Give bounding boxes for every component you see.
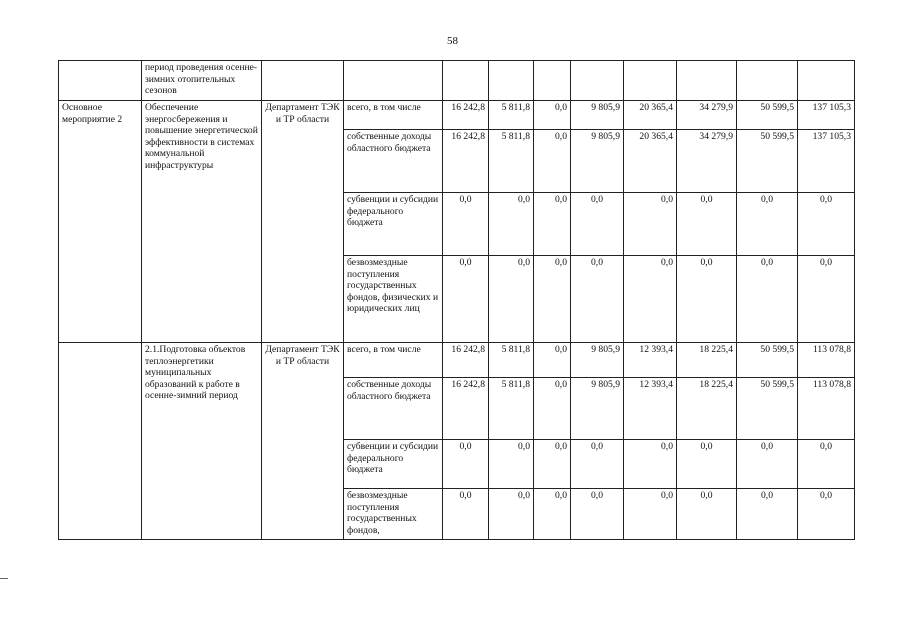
value-cell: 16 242,8 — [443, 378, 489, 440]
value-cell: 0,0 — [737, 256, 798, 343]
event-label — [59, 343, 142, 540]
value-cell: 5 811,8 — [489, 343, 534, 378]
funding-source: безвозмездные поступления государственных фондов, — [344, 489, 443, 540]
value-cell — [489, 61, 534, 101]
value-cell: 0,0 — [534, 489, 571, 540]
funding-source: безвозмездные поступления государственных фондов, физических и юридических лиц — [344, 256, 443, 343]
funding-source: всего, в том числе — [344, 343, 443, 378]
value-cell: 0,0 — [443, 440, 489, 489]
value-cell: 0,0 — [489, 193, 534, 256]
value-cell: 0,0 — [489, 489, 534, 540]
value-cell: 0,0 — [798, 193, 855, 256]
value-cell: 0,0 — [534, 343, 571, 378]
value-cell: 0,0 — [624, 193, 677, 256]
event-name: Обеспечение энергосбережения и повышение энергетической эффективности в системах коммунальной инфраструктуры — [142, 101, 262, 343]
value-cell: 0,0 — [571, 440, 624, 489]
value-cell: 0,0 — [534, 440, 571, 489]
value-cell: 0,0 — [737, 193, 798, 256]
value-cell: 0,0 — [534, 130, 571, 193]
value-cell: 18 225,4 — [677, 343, 737, 378]
value-cell — [571, 61, 624, 101]
value-cell: 0,0 — [489, 256, 534, 343]
value-cell: 0,0 — [798, 256, 855, 343]
budget-table — [58, 60, 855, 540]
value-cell — [443, 61, 489, 101]
value-cell: 0,0 — [534, 193, 571, 256]
col-event-cell — [59, 61, 142, 101]
value-cell: 12 393,4 — [624, 378, 677, 440]
executor: Департамент ТЭК и ТР области — [262, 101, 344, 343]
value-cell: 0,0 — [571, 193, 624, 256]
value-cell: 0,0 — [534, 256, 571, 343]
value-cell: 0,0 — [677, 256, 737, 343]
value-cell: 0,0 — [798, 440, 855, 489]
value-cell: 113 078,8 — [798, 378, 855, 440]
value-cell: 0,0 — [624, 489, 677, 540]
value-cell — [677, 61, 737, 101]
value-cell: 0,0 — [677, 489, 737, 540]
value-cell: 9 805,9 — [571, 130, 624, 193]
value-cell: 50 599,5 — [737, 378, 798, 440]
value-cell: 50 599,5 — [737, 130, 798, 193]
funding-source: субвенции и субсидии федерального бюджета — [344, 440, 443, 489]
value-cell: 0,0 — [534, 378, 571, 440]
value-cell: 0,0 — [443, 256, 489, 343]
value-cell: 0,0 — [624, 256, 677, 343]
value-cell: 137 105,3 — [798, 130, 855, 193]
funding-source: субвенции и субсидии федерального бюджета — [344, 193, 443, 256]
value-cell: 0,0 — [737, 440, 798, 489]
event-name: 2.1.Подготовка объектов теплоэнергетики муниципальных образований к работе в осенне-зимний период — [142, 343, 262, 540]
table-row — [59, 61, 855, 101]
value-cell: 0,0 — [677, 193, 737, 256]
funding-source: собственные доходы областного бюджета — [344, 378, 443, 440]
table-row — [59, 101, 855, 130]
value-cell: 16 242,8 — [443, 130, 489, 193]
value-cell: 34 279,9 — [677, 130, 737, 193]
table-row — [59, 343, 855, 378]
value-cell: 50 599,5 — [737, 101, 798, 130]
value-cell: 50 599,5 — [737, 343, 798, 378]
value-cell: 20 365,4 — [624, 101, 677, 130]
value-cell: 5 811,8 — [489, 101, 534, 130]
value-cell: 0,0 — [798, 489, 855, 540]
value-cell: 9 805,9 — [571, 101, 624, 130]
value-cell: 34 279,9 — [677, 101, 737, 130]
value-cell: 18 225,4 — [677, 378, 737, 440]
page-number: 58 — [447, 35, 458, 47]
value-cell: 16 242,8 — [443, 343, 489, 378]
value-cell: 0,0 — [443, 489, 489, 540]
value-cell: 12 393,4 — [624, 343, 677, 378]
executor: Департамент ТЭК и ТР области — [262, 343, 344, 540]
value-cell: 9 805,9 — [571, 343, 624, 378]
value-cell: 0,0 — [443, 193, 489, 256]
value-cell: 113 078,8 — [798, 343, 855, 378]
value-cell: 9 805,9 — [571, 378, 624, 440]
value-cell: 16 242,8 — [443, 101, 489, 130]
value-cell — [624, 61, 677, 101]
col-name-cell: период проведения осенне-зимних отопительных сезонов — [142, 61, 262, 101]
event-label: Основное мероприятие 2 — [59, 101, 142, 343]
value-cell: 0,0 — [489, 440, 534, 489]
col-source-cell — [344, 61, 443, 101]
value-cell — [798, 61, 855, 101]
value-cell: 0,0 — [534, 101, 571, 130]
value-cell — [737, 61, 798, 101]
funding-source: собственные доходы областного бюджета — [344, 130, 443, 193]
value-cell: 5 811,8 — [489, 130, 534, 193]
value-cell — [534, 61, 571, 101]
value-cell: 0,0 — [737, 489, 798, 540]
col-executor-cell — [262, 61, 344, 101]
value-cell: 20 365,4 — [624, 130, 677, 193]
value-cell: 0,0 — [571, 256, 624, 343]
funding-source: всего, в том числе — [344, 101, 443, 130]
value-cell: 0,0 — [571, 489, 624, 540]
value-cell: 0,0 — [677, 440, 737, 489]
value-cell: 0,0 — [624, 440, 677, 489]
value-cell: 137 105,3 — [798, 101, 855, 130]
margin-mark — [0, 578, 8, 579]
value-cell: 5 811,8 — [489, 378, 534, 440]
